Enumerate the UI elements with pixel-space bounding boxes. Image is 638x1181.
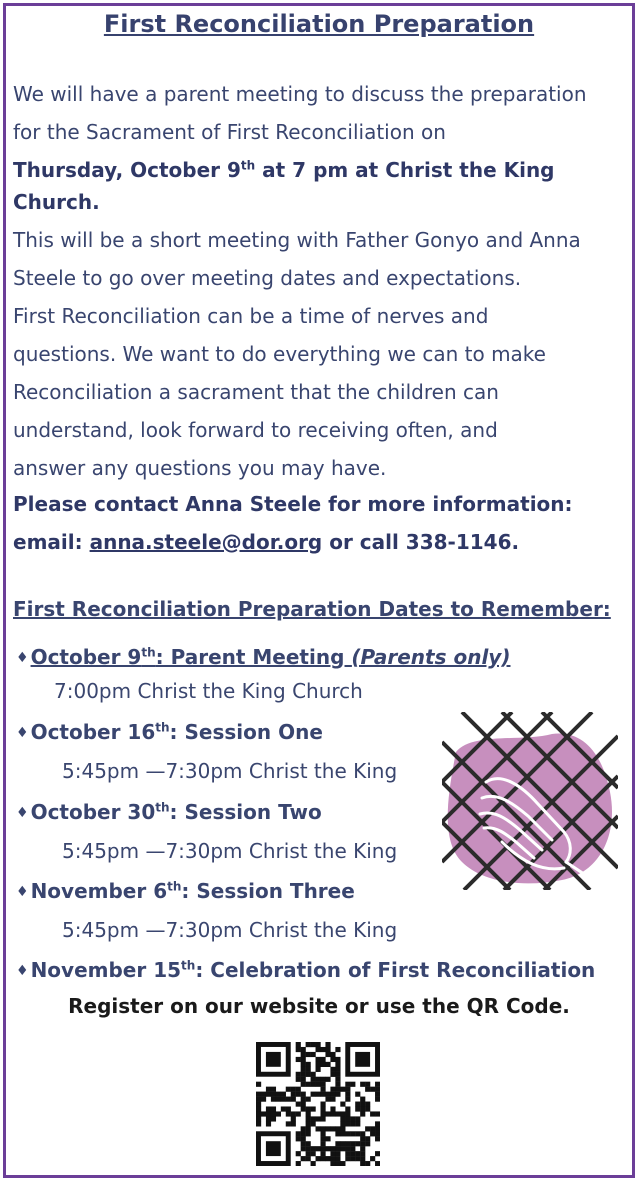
email-link[interactable]: anna.steele@dor.org [89, 530, 323, 554]
date-sup: th [181, 958, 196, 973]
date-label: : Session Two [169, 800, 322, 824]
date-text: October 30 [30, 800, 156, 824]
date-item-parent-meeting [16, 645, 510, 669]
email-label: email: [13, 530, 90, 554]
date-sup: th [167, 879, 182, 894]
date-item-session-one [16, 720, 323, 744]
date-text: October 9 [30, 645, 142, 669]
date-text: November 6 [30, 879, 168, 903]
date-text: November 15 [30, 958, 182, 982]
page-title: First Reconciliation Preparation [103, 10, 535, 38]
qr-code-icon[interactable] [256, 1042, 380, 1166]
intro-line: answer any questions you may have. [13, 456, 387, 480]
intro-line: We will have a parent meeting to discuss the preparation [13, 82, 587, 106]
date-text: October 16 [30, 720, 156, 744]
date-label: : Parent Meeting [155, 645, 352, 669]
date-label: : Celebration of First Reconciliation [195, 958, 596, 982]
date-item-celebration [16, 958, 595, 982]
date-label: : Session One [169, 720, 323, 744]
intro-line: This will be a short meeting with Father Gonyo and Anna [13, 228, 581, 252]
intro-line: First Reconciliation can be a time of nerves and [13, 304, 489, 328]
intro-line: questions. We want to do everything we can to make [13, 342, 546, 366]
diamond-bullet-icon: ♦ [16, 963, 29, 979]
intro-line: Steele to go over meeting dates and expectations. [13, 266, 522, 290]
diamond-bullet-icon: ♦ [16, 884, 29, 900]
date-item-title [31, 645, 511, 669]
praying-hands-icon [442, 712, 618, 890]
dates-heading: First Reconciliation Preparation Dates to Remember: [13, 597, 611, 621]
date-sup: th [155, 800, 170, 815]
date-sup: th [141, 645, 156, 660]
intro-line: for the Sacrament of First Reconciliation on [13, 120, 446, 144]
intro-line: understand, look forward to receiving often, and [13, 418, 498, 442]
contact-email-line [13, 523, 519, 561]
date-sup: th [155, 720, 170, 735]
date-item-session-two [16, 800, 322, 824]
diamond-bullet-icon: ♦ [16, 650, 29, 666]
diamond-bullet-icon: ♦ [16, 725, 29, 741]
diamond-bullet-icon: ♦ [16, 805, 29, 821]
contact-line: Please contact Anna Steele for more information: [13, 492, 573, 516]
date-item-session-three [16, 879, 355, 903]
meeting-place-text: at 7 pm at Christ the King [255, 158, 555, 182]
register-note: Register on our website or use the QR Code. [68, 994, 570, 1018]
intro-line: Reconciliation a sacrament that the children can [13, 380, 499, 404]
date-time: 5:45pm —7:30pm Christ the King [62, 759, 398, 783]
date-time: 5:45pm —7:30pm Christ the King [62, 839, 398, 863]
meeting-place: Church. [13, 190, 100, 214]
date-label: : Session Three [181, 879, 355, 903]
meeting-date-sup: th [240, 158, 256, 173]
date-time: 5:45pm —7:30pm Christ the King [62, 918, 398, 942]
phone-text: or call 338-1146. [322, 530, 520, 554]
date-time: 7:00pm Christ the King Church [54, 679, 363, 703]
date-note: (Parents only) [351, 645, 511, 669]
meeting-date-text: Thursday, October 9 [13, 158, 241, 182]
